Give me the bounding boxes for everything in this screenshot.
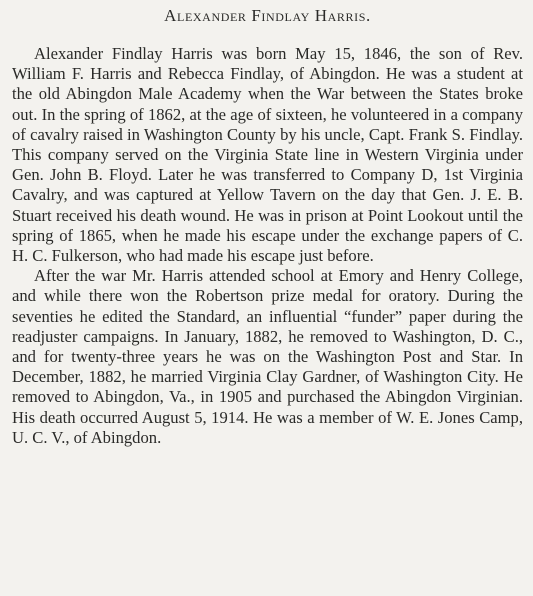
biography-paragraph-2: After the war Mr. Harris attended school at Emory and Henry College, and while there won the Robertson prize medal for oratory. During the seventies he edited the Standard, an influential “funder” paper during the readjuster campaigns. In January, 1882, he removed to Washington, D. C., and for twenty-three years he was on the Washington Post and Star. In December, 1882, he married Virginia Clay Gardner, of Washington City. He removed to Abingdon, Va., in 1905 and purchased the Abingdon Virginian. His death occurred August 5, 1914. He was a member of W. E. Jones Camp, U. C. V., of Abingdon. [12, 266, 523, 447]
page-title: Alexander Findlay Harris. [164, 6, 371, 25]
biography-paragraph-1: Alexander Findlay Harris was born May 15, 1846, the son of Rev. William F. Harris and Rebecca Findlay, of Abingdon. He was a student at the old Abingdon Male Academy when the War between the States broke out. In the spring of 1862, at the age of sixteen, he volunteered in a company of cavalry raised in Washington County by his uncle, Capt. Frank S. Findlay. This company served on the Virginia State line in Western Virginia under Gen. John B. Floyd. Later he was transferred to Company D, 1st Virginia Cavalry, and was captured at Yellow Tavern on the day that Gen. J. E. B. Stuart received his death wound. He was in prison at Point Lookout until the spring of 1865, when he made his escape under the exchange papers of C. H. C. Fulkerson, who had made his escape just before. [12, 44, 523, 266]
